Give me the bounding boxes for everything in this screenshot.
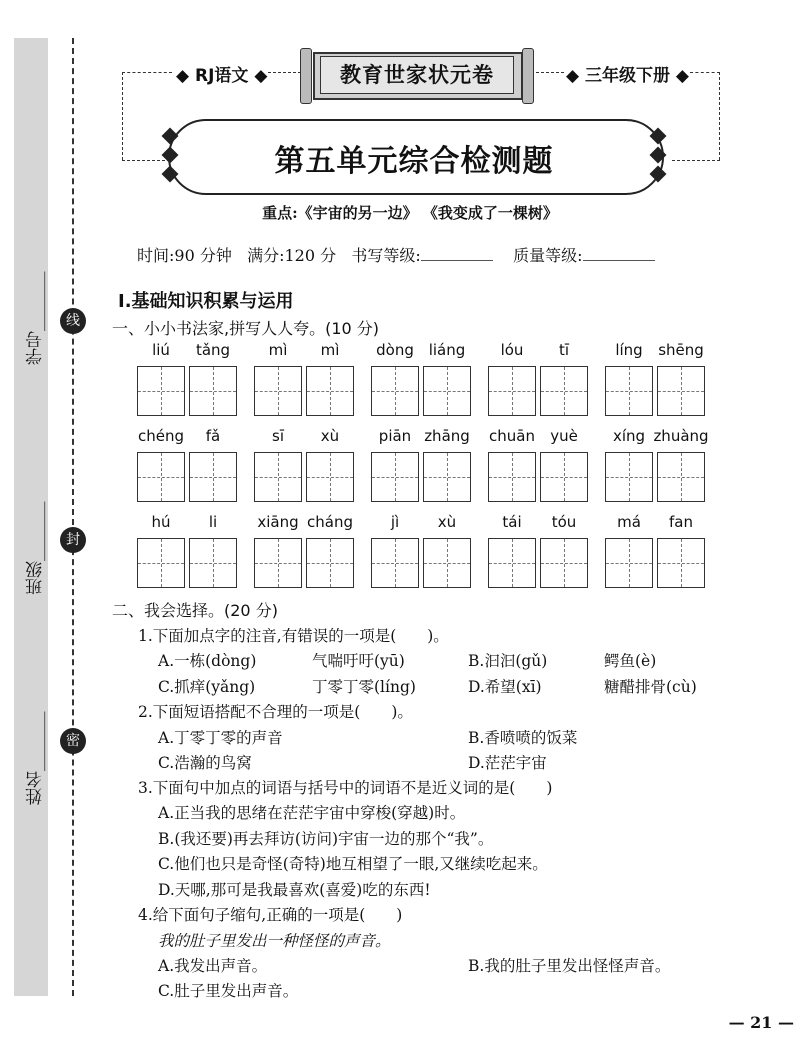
- writing-cell[interactable]: [189, 366, 237, 416]
- writing-cell[interactable]: [137, 538, 185, 588]
- writing-cell[interactable]: [540, 366, 588, 416]
- pinyin-label: líng: [615, 341, 643, 359]
- header-dash-left-v: [122, 72, 123, 160]
- pinyin-label: mì: [320, 341, 340, 359]
- option-2d[interactable]: D.茫茫宇宙: [468, 754, 547, 772]
- pinyin-label: shēng: [658, 341, 704, 359]
- cut-line: [72, 38, 74, 996]
- pinyin-label: fan: [669, 513, 693, 531]
- binding-margin: [14, 38, 48, 996]
- series-title: 教育世家状元卷: [320, 56, 514, 94]
- question-2-title: 二、我会选择。(20 分): [112, 601, 278, 620]
- pinyin-label: mì: [268, 341, 288, 359]
- sentence-to-shorten: 我的肚子里发出一种怪怪的声音。: [158, 932, 391, 950]
- writing-cell[interactable]: [371, 366, 419, 416]
- pinyin-label: yuè: [550, 427, 578, 445]
- writing-cell[interactable]: [657, 538, 705, 588]
- pinyin-label: piān: [378, 427, 412, 445]
- page-title: 第五单元综合检测题: [274, 144, 554, 179]
- writing-cell[interactable]: [254, 366, 302, 416]
- writing-cell[interactable]: [423, 366, 471, 416]
- scroll-rod-left: [300, 48, 312, 104]
- header-dash-left: [122, 72, 172, 73]
- class-label: 班级_______: [26, 501, 46, 595]
- option-3a[interactable]: A.正当我的思绪在茫茫宇宙中穿梭(穿越)时。: [158, 804, 466, 822]
- pinyin-label: liú: [152, 341, 170, 359]
- header-dash-right-bottom: [672, 160, 720, 161]
- header-dash-mid-right: [536, 72, 564, 73]
- option-4c[interactable]: C.肚子里发出声音。: [158, 982, 299, 1000]
- pinyin-label: chuān: [489, 427, 535, 445]
- option-4a[interactable]: A.我发出声音。: [158, 957, 268, 975]
- writing-cell[interactable]: [605, 452, 653, 502]
- pinyin-label: zhāng: [424, 427, 470, 445]
- option-3b[interactable]: B.(我还要)再去拜访(访问)宇宙一边的那个“我”。: [158, 830, 494, 848]
- question-1-title: 一、小小书法家,拼写人人夸。(10 分): [112, 319, 380, 338]
- grade-tag: ◆ 三年级下册 ◆: [566, 66, 689, 86]
- pinyin-label: hú: [151, 513, 171, 531]
- option-1d[interactable]: D.希望(xī): [468, 678, 542, 696]
- writing-cell[interactable]: [306, 366, 354, 416]
- writing-cell[interactable]: [306, 452, 354, 502]
- writing-cell[interactable]: [254, 538, 302, 588]
- sub-question-1: 1.下面加点字的注音,有错误的一项是( )。: [138, 627, 449, 645]
- scroll-rod-right: [522, 48, 534, 104]
- option-1b-2: 鳄鱼(è): [604, 652, 657, 670]
- pinyin-label: liáng: [428, 341, 466, 359]
- sub-question-2: 2.下面短语搭配不合理的一项是( )。: [138, 703, 413, 721]
- header-dash-right: [690, 72, 720, 73]
- option-1a[interactable]: A.一栋(dòng): [158, 652, 257, 670]
- writing-cell[interactable]: [371, 452, 419, 502]
- subject-tag: ◆ RJ语文 ◆: [176, 66, 268, 86]
- header-dash-left-bottom: [122, 160, 170, 161]
- pinyin-label: xiāng: [257, 513, 299, 531]
- writing-cell[interactable]: [306, 538, 354, 588]
- writing-cell[interactable]: [137, 366, 185, 416]
- page-number: — 21 —: [728, 1013, 794, 1032]
- pinyin-label: cháng: [307, 513, 353, 531]
- pinyin-label: má: [617, 513, 641, 531]
- pinyin-label: chéng: [137, 427, 184, 445]
- pinyin-label: tǎng: [195, 341, 231, 359]
- pinyin-label: dòng: [376, 341, 414, 359]
- writing-cell[interactable]: [137, 452, 185, 502]
- option-1d-2: 糖醋排骨(cù): [604, 678, 697, 696]
- pinyin-label: lóu: [500, 341, 524, 359]
- writing-cell[interactable]: [189, 452, 237, 502]
- seal-secret: 密: [60, 728, 86, 754]
- pinyin-label: xù: [437, 513, 457, 531]
- writing-cell[interactable]: [488, 538, 536, 588]
- writing-cell[interactable]: [488, 366, 536, 416]
- pinyin-label: tī: [558, 341, 570, 359]
- option-1c-2: 丁零丁零(líng): [312, 678, 416, 696]
- sub-question-3: 3.下面句中加点的词语与括号中的词语不是近义词的是( ): [138, 779, 553, 797]
- writing-cell[interactable]: [540, 452, 588, 502]
- sub-question-4: 4.给下面句子缩句,正确的一项是( ): [138, 906, 403, 924]
- student-no-label: 学号_______: [26, 271, 46, 365]
- pinyin-label: jì: [390, 513, 400, 531]
- pinyin-label: xíng: [612, 427, 646, 445]
- option-2c[interactable]: C.浩瀚的鸟窝: [158, 754, 252, 772]
- header-dash-right-v: [719, 72, 720, 160]
- option-3c[interactable]: C.他们也只是奇怪(奇特)地互相望了一眼,又继续吃起来。: [158, 855, 548, 873]
- writing-cell[interactable]: [371, 538, 419, 588]
- pinyin-label: sī: [272, 427, 284, 445]
- writing-cell[interactable]: [189, 538, 237, 588]
- option-2b[interactable]: B.香喷喷的饭菜: [468, 729, 578, 747]
- pinyin-label: tóu: [551, 513, 577, 531]
- seal-seal: 封: [60, 527, 86, 553]
- pinyin-label: tái: [502, 513, 522, 531]
- writing-cell[interactable]: [657, 452, 705, 502]
- option-2a[interactable]: A.丁零丁零的声音: [158, 729, 283, 747]
- writing-cell[interactable]: [423, 452, 471, 502]
- option-4b[interactable]: B.我的肚子里发出怪怪声音。: [468, 957, 671, 975]
- writing-cell[interactable]: [488, 452, 536, 502]
- part-title: Ⅰ.基础知识积累与运用: [118, 291, 294, 312]
- option-1a-2: 气喘吁吁(yū): [312, 652, 405, 670]
- writing-cell[interactable]: [657, 366, 705, 416]
- writing-cell[interactable]: [605, 366, 653, 416]
- option-1b[interactable]: B.汩汩(gǔ): [468, 652, 548, 670]
- name-label: 姓名_______: [26, 711, 46, 805]
- pinyin-label: li: [208, 513, 218, 531]
- writing-cell[interactable]: [540, 538, 588, 588]
- option-3d[interactable]: D.天哪,那可是我最喜欢(喜爱)吃的东西!: [158, 881, 431, 899]
- exam-meta: 时间:90 分钟 满分:120 分 书写等级: 质量等级:: [137, 243, 655, 266]
- pinyin-label: zhuàng: [653, 427, 709, 445]
- writing-cell[interactable]: [254, 452, 302, 502]
- seal-line: 线: [60, 308, 86, 334]
- writing-cell[interactable]: [605, 538, 653, 588]
- focus-line: 重点:《宇宙的另一边》 《我变成了一棵树》: [262, 204, 558, 222]
- pinyin-label: xù: [320, 427, 340, 445]
- option-1c[interactable]: C.抓痒(yǎng): [158, 678, 256, 696]
- pinyin-label: fǎ: [205, 427, 221, 445]
- writing-cell[interactable]: [423, 538, 471, 588]
